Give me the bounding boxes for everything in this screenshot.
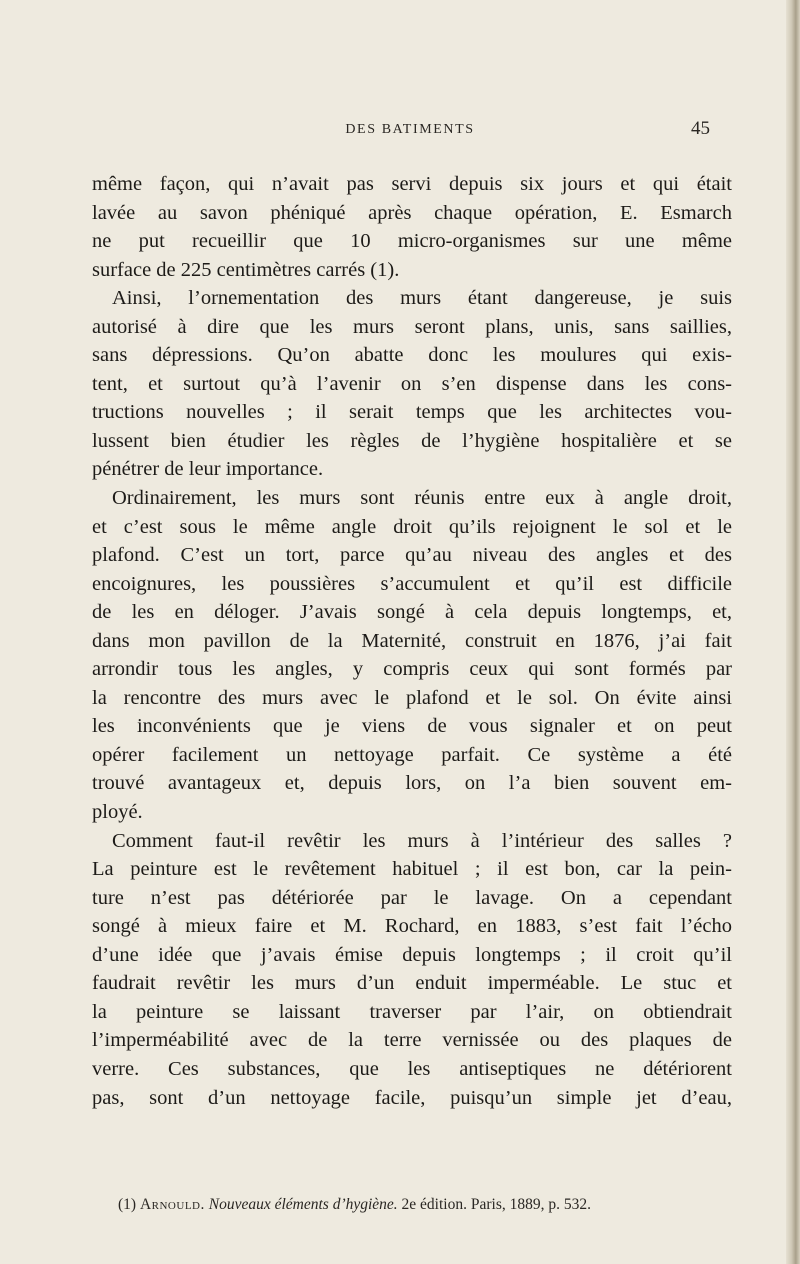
text-line: surface de 225 centimètres carrés (1). xyxy=(92,258,400,281)
text-line: et c’est sous le même angle droit qu’ils rejoignent le sol et le xyxy=(92,515,732,538)
text-line: ture n’est pas détériorée par le lavage. On a cependant xyxy=(92,886,732,909)
text-line: la peinture se laissant traverser par l’air, on obtiendrait xyxy=(92,1000,732,1023)
text-line: arrondir tous les angles, y compris ceux qui sont formés par xyxy=(92,658,732,681)
text-line: Ordinairement, les murs sont réunis entre eux à angle droit, xyxy=(112,487,732,510)
text-line: la rencontre des murs avec le plafond et le sol. On évite ainsi xyxy=(92,686,732,709)
text-line: l’imperméabilité avec de la terre vernissée ou des plaques de xyxy=(92,1029,732,1052)
page-number: 45 xyxy=(691,118,710,139)
text-line: ployé. xyxy=(92,801,143,824)
text-line: trouvé avantageux et, depuis lors, on l’a bien souvent em- xyxy=(92,772,732,795)
footnote-marker: (1) xyxy=(118,1196,137,1213)
text-line: lussent bien étudier les règles de l’hygiène hospitalière et se xyxy=(92,429,732,452)
footnote xyxy=(118,1196,738,1214)
text-line: les inconvénients que je viens de vous signaler et on peut xyxy=(92,715,732,738)
text-line: faudrait revêtir les murs d’un enduit imperméable. Le stuc et xyxy=(92,972,732,995)
text-line: opérer facilement un nettoyage parfait. Ce système a été xyxy=(92,743,732,766)
running-title: DES BATIMENTS xyxy=(345,122,475,137)
text-line: pénétrer de leur importance. xyxy=(92,458,324,481)
running-header xyxy=(110,118,710,142)
body-text xyxy=(92,170,732,1112)
text-line: encoignures, les poussières s’accumulent et qu’il est difficile xyxy=(92,572,732,595)
footnote-rest: 2e édition. Paris, 1889, p. 532. xyxy=(401,1196,591,1213)
text-line: ne put recueillir que 10 micro-organismes sur une même xyxy=(92,230,732,253)
text-line: de les en déloger. J’avais songé à cela depuis longtemps, et, xyxy=(92,601,732,624)
text-line: La peinture est le revêtement habituel ; il est bon, car la pein- xyxy=(92,858,732,881)
text-line: Comment faut-il revêtir les murs à l’intérieur des salles ? xyxy=(112,829,732,852)
text-line: pas, sont d’un nettoyage facile, puisqu’un simple jet d’eau, xyxy=(92,1086,732,1109)
text-line: lavée au savon phéniqué après chaque opération, E. Esmarch xyxy=(92,201,732,224)
text-line: même façon, qui n’avait pas servi depuis six jours et qui était xyxy=(92,173,732,195)
text-line: tructions nouvelles ; il serait temps que les architectes vou- xyxy=(92,401,732,424)
text-line: songé à mieux faire et M. Rochard, en 1883, s’est fait l’écho xyxy=(92,915,732,938)
text-line: d’une idée que j’avais émise depuis longtemps ; il croit qu’il xyxy=(92,943,732,966)
text-line: tent, et surtout qu’à l’avenir on s’en dispense dans les cons- xyxy=(92,372,732,395)
text-line: plafond. C’est un tort, parce qu’au niveau des angles et des xyxy=(92,544,732,567)
text-line: Ainsi, l’ornementation des murs étant dangereuse, je suis xyxy=(112,287,732,310)
text-line: dans mon pavillon de la Maternité, construit en 1876, j’ai fait xyxy=(92,629,732,652)
page-edge xyxy=(786,0,800,1264)
text-line: sans dépressions. Qu’on abatte donc les moulures qui exis- xyxy=(92,344,732,367)
footnote-author: Arnould. xyxy=(139,1196,205,1213)
footnote-title: Nouveaux éléments d’hygiène. xyxy=(208,1196,398,1213)
text-line: autorisé à dire que les murs seront plans, unis, sans saillies, xyxy=(92,315,732,338)
text-line: verre. Ces substances, que les antiseptiques ne détériorent xyxy=(92,1057,732,1080)
